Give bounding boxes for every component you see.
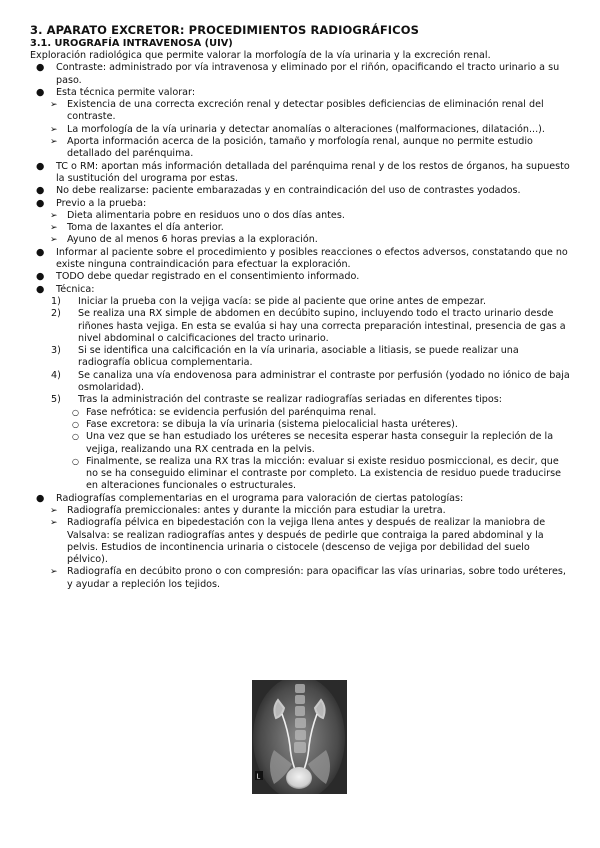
phase-item <box>72 419 570 431</box>
step-text: Se realiza una RX simple de abdomen en decúbito supino, incluyendo todo el tracto urinario desde riñones hasta vejiga. En esta se evalúa si hay una correcta preparación intestinal, presencia de gas a nivel abdominal o calcificaciones del tracto urinario. <box>78 308 566 344</box>
step5-phases <box>72 407 570 493</box>
list-item-text: Informar al paciente sobre el procedimiento y posibles reacciones o efectos adversos, constatando que no existe ninguna contraindicación para efectuar la exploración. <box>56 246 568 271</box>
list-item-text: TC o RM: aportan más información detallada del parénquima renal y de los restos de órganos, ha supuesto la sustitución del urograma por estas. <box>56 160 570 184</box>
list-item <box>30 87 570 99</box>
list-item <box>30 62 570 87</box>
step-number: 4) <box>51 369 61 381</box>
phase-text: Fase nefrótica: se evidencia perfusión del parénquima renal. <box>86 406 377 418</box>
step-item <box>30 296 570 308</box>
list-item <box>30 198 570 210</box>
sublist-container <box>30 505 570 591</box>
circle-icon: ○ <box>72 407 79 417</box>
arrow-icon: ➢ <box>50 124 58 135</box>
sublist-item <box>50 517 570 566</box>
document-page <box>30 24 570 591</box>
bullet-icon: ● <box>36 246 45 258</box>
circle-icon: ○ <box>72 419 79 429</box>
arrow-icon: ➢ <box>50 100 58 111</box>
step-item <box>30 308 570 345</box>
phase-text: Una vez que se han estudiado los uréteres se necesita esperar hasta conseguir la repleción de la vejiga, realizando una RX centrada en la pelvis. <box>86 431 554 455</box>
sublist-item <box>50 566 570 591</box>
main-bullet-list <box>30 62 570 591</box>
bullet-icon: ● <box>36 160 45 172</box>
arrow-icon: ➢ <box>50 567 58 578</box>
sublist-container <box>30 99 570 160</box>
sublist-item-text: Aporta información acerca de la posición, tamaño y morfología renal, aunque no permite estudio detallado del parénquima. <box>67 136 533 160</box>
xray-drawing <box>252 680 347 794</box>
arrow-icon: ➢ <box>50 518 58 529</box>
sublist-item-text: Radiografía pélvica en bipedestación con la vejiga llena antes y después de realizar la maniobra de Valsalva: se realizan radiografías antes y después de pedirle que contraiga la pared abdominal y la pelvis. Estudios de incontinencia urinaria o cistocele (descenso de vejiga por debilidad del suelo pélvico). <box>67 517 546 566</box>
arrow-icon: ➢ <box>50 223 58 234</box>
step-text: Se canaliza una vía endovenosa para administrar el contraste por perfusión (yodado no iónico de baja osmolaridad). <box>78 369 570 394</box>
list-item <box>30 161 570 186</box>
subsection-title: 3.1. UROGRAFÍA INTRAVENOSA (UIV) <box>30 38 233 49</box>
list-item <box>30 271 570 283</box>
sublist-container <box>30 210 570 247</box>
circle-icon: ○ <box>72 432 79 442</box>
list-item-text: Esta técnica permite valorar: <box>56 86 196 98</box>
step-number: 3) <box>51 345 61 357</box>
phase-text: Fase excretora: se dibuja la vía urinaria (sistema pielocalicial hasta uréteres). <box>86 418 458 430</box>
step-number: 5) <box>51 394 61 406</box>
intro-paragraph: Exploración radiológica que permite valorar la morfología de la vía urinaria y la excreción renal. <box>30 50 491 61</box>
step-text: Tras la administración del contraste se realizar radiografías seriadas en diferentes tipos: <box>78 394 502 406</box>
urography-xray-image <box>252 680 347 794</box>
list-item <box>30 284 570 296</box>
phase-item <box>72 456 570 493</box>
step-item <box>30 394 570 406</box>
previo-sublist <box>50 210 570 247</box>
list-item <box>30 185 570 197</box>
step-number: 2) <box>51 308 61 320</box>
step-text: Si se identifica una calcificación en la vía urinaria, asociable a litiasis, se puede realizar una radiografía oblicua complementaria. <box>78 345 519 369</box>
complementarias-sublist <box>50 505 570 591</box>
sublist-container <box>30 296 570 493</box>
step-item <box>30 370 570 395</box>
phase-item <box>72 431 570 456</box>
sublist-item-text: Radiografía premiccionales: antes y durante la micción para estudiar la uretra. <box>67 504 446 516</box>
step-text: Iniciar la prueba con la vejiga vacía: se pide al paciente que orine antes de empezar. <box>78 295 487 307</box>
list-item <box>30 247 570 272</box>
phase-item <box>72 407 570 419</box>
list-item-text: Contraste: administrado por vía intravenosa y eliminado por el riñón, opacificando el tracto urinario a su paso. <box>56 62 560 86</box>
sublist-item <box>50 222 570 234</box>
bladder <box>286 767 312 789</box>
sublist-item <box>50 210 570 222</box>
list-item-text: No debe realizarse: paciente embarazadas y en contraindicación del uso de contrastes yodados. <box>56 185 521 197</box>
step-item <box>30 345 570 370</box>
bullet-icon: ● <box>36 197 45 209</box>
sublist-item-text: Toma de laxantes el día anterior. <box>67 222 224 234</box>
circle-icon: ○ <box>72 456 79 466</box>
sublist-item <box>50 505 570 517</box>
phase-text: Finalmente, se realiza una RX tras la micción: evaluar si existe residuo posmiccional, es decir, que no se ha conseguido eliminar el contraste por completo. La existencia de residuo puede traducirse en alteraciones funcionales o estructurales. <box>86 455 561 492</box>
list-item-text: Radiografías complementarias en el urograma para valoración de ciertas patologías: <box>56 492 464 504</box>
sublist-item-text: La morfología de la vía urinaria y detectar anomalías o alteraciones (malformaciones, dilatación...). <box>67 123 545 135</box>
side-marker-label: L <box>256 773 261 781</box>
section-title: 3. APARATO EXCRETOR: PROCEDIMIENTOS RADIOGRÁFICOS <box>30 23 419 37</box>
step-number: 1) <box>51 295 61 307</box>
bullet-icon: ● <box>36 185 45 197</box>
bullet-icon: ● <box>36 271 45 283</box>
arrow-icon: ➢ <box>50 210 58 221</box>
list-item-text: TODO debe quedar registrado en el consentimiento informado. <box>56 271 360 283</box>
list-item-text: Previo a la prueba: <box>56 197 147 209</box>
bullet-icon: ● <box>36 86 45 98</box>
sublist-item <box>50 136 570 161</box>
sublist-item-text: Ayuno de al menos 6 horas previas a la exploración. <box>67 234 318 246</box>
sublist-item-text: Existencia de una correcta excreción renal y detectar posibles deficiencias de eliminación renal del contraste. <box>67 99 544 123</box>
list-item <box>30 493 570 505</box>
list-item-text: Técnica: <box>56 283 95 295</box>
bullet-icon: ● <box>36 62 45 74</box>
bullet-icon: ● <box>36 283 45 295</box>
bullet-icon: ● <box>36 492 45 504</box>
arrow-icon: ➢ <box>50 137 58 148</box>
valorar-sublist <box>50 99 570 160</box>
sublist-item <box>50 234 570 246</box>
sublist-item <box>50 99 570 124</box>
tecnica-steps <box>30 296 570 407</box>
arrow-icon: ➢ <box>50 505 58 516</box>
sublist-item-text: Dieta alimentaria pobre en residuos uno o dos días antes. <box>67 209 345 221</box>
arrow-icon: ➢ <box>50 235 58 246</box>
sublist-item-text: Radiografía en decúbito prono o con compresión: para opacificar las vías urinarias, sobre todo uréteres, y ayudar a repleción los tejidos. <box>67 566 566 590</box>
sublist-item <box>50 124 570 136</box>
